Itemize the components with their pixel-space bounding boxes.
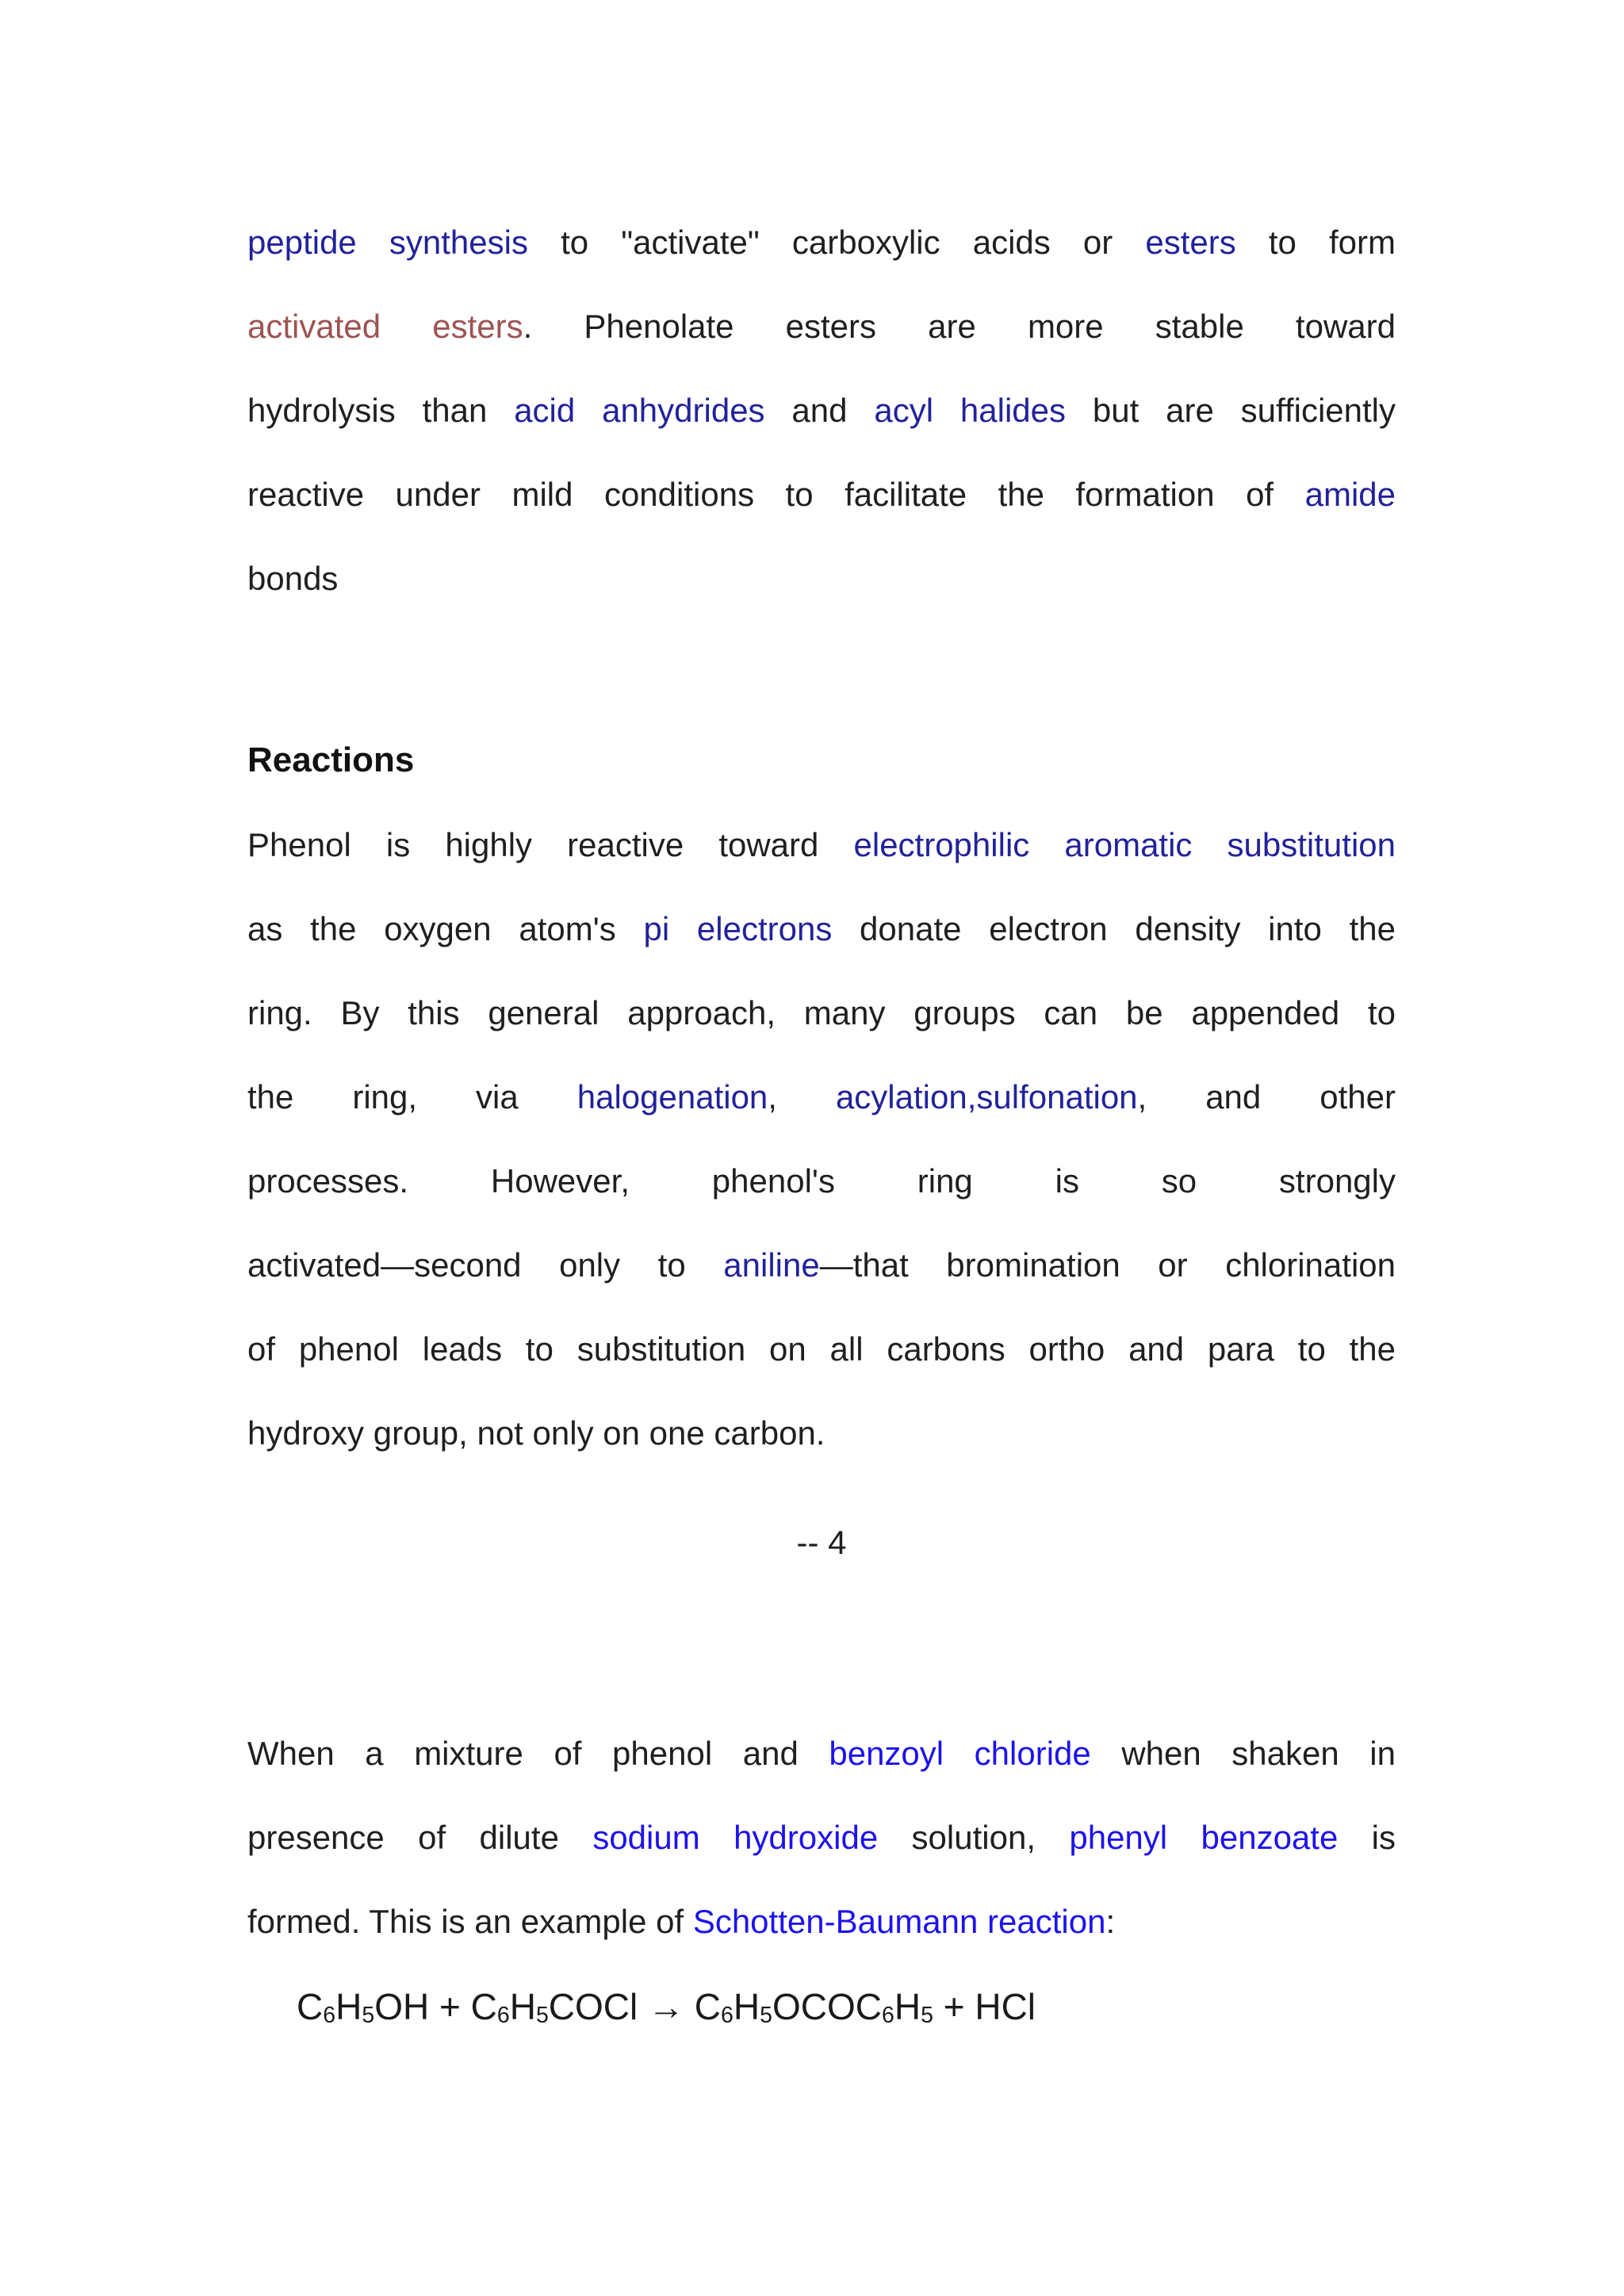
- text-segment: processes. However, phenol's ring is so strongly: [247, 1162, 1396, 1200]
- link-acylation-sulfonation[interactable]: acylation,sulfonation: [835, 1078, 1138, 1115]
- text-line: [247, 1712, 1396, 1796]
- text-segment: is: [1338, 1819, 1396, 1856]
- text-segment: as the oxygen atom's: [247, 910, 644, 947]
- paragraph-schotten-baumann: [247, 1712, 1396, 1964]
- text-line: [247, 1055, 1396, 1139]
- text-segment: Phenol is highly reactive toward: [247, 826, 854, 863]
- formula-segment: H: [335, 1986, 362, 2027]
- text-line: [247, 887, 1396, 971]
- text-segment: to form: [1235, 224, 1396, 261]
- formula-subscript: 5: [921, 2002, 933, 2028]
- formula-subscript: 6: [323, 2002, 336, 2028]
- link-sodium-hydroxide[interactable]: sodium hydroxide: [592, 1819, 879, 1856]
- text-segment: but are sufficiently: [1066, 392, 1396, 429]
- text-segment: to "activate" carboxylic acids or: [527, 224, 1146, 261]
- paragraph-reactions: [247, 803, 1396, 1475]
- text-segment: ring. By this general approach, many groups can be appended to: [247, 994, 1396, 1031]
- formula-segment: C: [297, 1986, 324, 2027]
- formula-segment: OCOC: [772, 1986, 882, 2027]
- link-acid-anhydrides[interactable]: acid anhydrides: [514, 392, 765, 429]
- text-segment: of phenol leads to substitution on all carbons ortho and para to the: [247, 1330, 1396, 1368]
- text-line: [247, 285, 1396, 369]
- formula-subscript: 5: [362, 2002, 375, 2028]
- text-line: [247, 1139, 1396, 1223]
- text-segment: formed. This is an example of: [247, 1903, 693, 1940]
- text-segment: the ring, via: [247, 1078, 577, 1115]
- link-electrophilic-aromatic-substitution[interactable]: electrophilic aromatic substitution: [853, 826, 1396, 863]
- text-line: [247, 1880, 1396, 1964]
- text-line: [247, 1223, 1396, 1307]
- text-segment: ,: [768, 1078, 836, 1115]
- text-line: [247, 1307, 1396, 1391]
- formula-subscript: 6: [881, 2002, 894, 2028]
- text-activated-esters: activated esters: [247, 308, 523, 345]
- text-line: [247, 201, 1396, 285]
- formula-segment: COCl → C: [548, 1986, 722, 2027]
- text-segment: hydroxy group, not only on one carbon.: [247, 1414, 825, 1452]
- formula-segment: H: [733, 1986, 760, 2027]
- link-amide[interactable]: amide: [1304, 476, 1396, 513]
- formula-segment: H: [509, 1986, 536, 2027]
- text-segment: bonds: [247, 560, 339, 597]
- text-segment: reactive under mild conditions to facilitate the formation of: [247, 476, 1305, 513]
- link-halogenation[interactable]: halogenation: [576, 1078, 768, 1115]
- text-segment: donate electron density into the: [832, 910, 1396, 947]
- formula-segment: H: [894, 1986, 921, 2027]
- text-segment: presence of dilute: [247, 1819, 593, 1856]
- formula-subscript: 6: [496, 2002, 510, 2028]
- formula-subscript: 6: [721, 2002, 733, 2028]
- chemical-equation: [247, 1965, 1396, 2049]
- document-content: [247, 0, 1396, 2049]
- text-line: [247, 803, 1396, 887]
- text-segment: and: [764, 392, 875, 429]
- text-segment: activated—second only to: [247, 1246, 724, 1284]
- link-pi-electrons[interactable]: pi electrons: [643, 910, 833, 947]
- text-segment: , and other: [1137, 1078, 1396, 1115]
- text-segment: :: [1105, 1903, 1116, 1940]
- text-segment: When a mixture of phenol and: [247, 1735, 829, 1772]
- link-esters[interactable]: esters: [1145, 224, 1236, 261]
- link-benzoyl-chloride[interactable]: benzoyl chloride: [829, 1735, 1091, 1772]
- formula-segment: OH + C: [374, 1986, 497, 2027]
- formula-subscript: 5: [760, 2002, 772, 2028]
- formula-subscript: 5: [535, 2002, 549, 2028]
- text-line: [247, 537, 1396, 621]
- text-line: [247, 971, 1396, 1055]
- text-segment: hydrolysis than: [247, 392, 515, 429]
- text-line: [247, 369, 1396, 453]
- link-phenyl-benzoate[interactable]: phenyl benzoate: [1069, 1819, 1339, 1856]
- text-segment: solution,: [878, 1819, 1070, 1856]
- text-segment: . Phenolate esters are more stable toward: [523, 308, 1396, 345]
- text-segment: —that bromination or chlorination: [819, 1246, 1396, 1284]
- link-peptide-synthesis[interactable]: peptide synthesis: [247, 224, 528, 261]
- link-acyl-halides[interactable]: acyl halides: [874, 392, 1067, 429]
- text-line: [247, 453, 1396, 537]
- section-heading-reactions: Reactions: [247, 740, 415, 779]
- link-schotten-baumann-reaction[interactable]: Schotten-Baumann reaction: [692, 1903, 1106, 1940]
- link-aniline[interactable]: aniline: [723, 1246, 820, 1284]
- page-number-marker: -- 4: [796, 1524, 847, 1561]
- text-line: [247, 1391, 1396, 1475]
- section-heading-block: [247, 718, 1396, 802]
- text-line: [247, 1796, 1396, 1880]
- paragraph-phenolate-esters: [247, 201, 1396, 621]
- formula-segment: + HCl: [933, 1986, 1036, 2027]
- text-segment: when shaken in: [1090, 1735, 1396, 1772]
